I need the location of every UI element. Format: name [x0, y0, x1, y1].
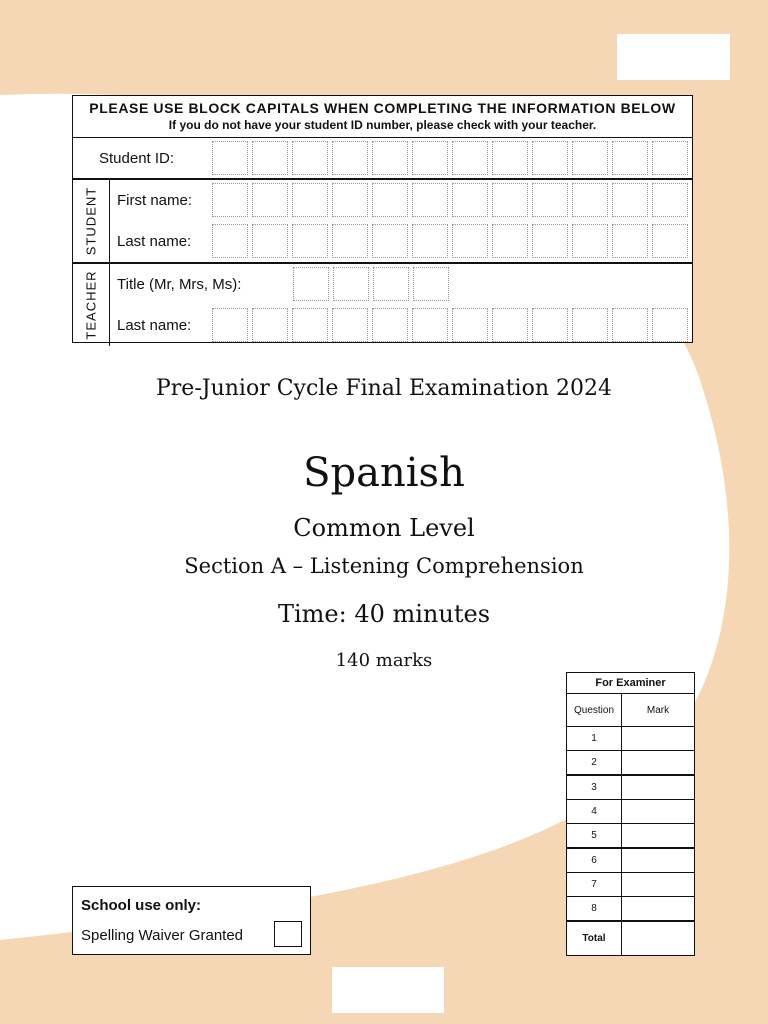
exam-time: Time: 40 minutes: [277, 600, 491, 628]
mark-cell[interactable]: [622, 727, 695, 751]
exam-marks: 140 marks: [335, 650, 433, 671]
student-id-cell[interactable]: [412, 141, 448, 175]
student-last-name-cell[interactable]: [652, 224, 688, 258]
teacher-title-label: Title (Mr, Mrs, Ms):: [117, 276, 242, 293]
first-name-cell[interactable]: [572, 183, 608, 217]
question-number: 6: [567, 848, 622, 873]
teacher-last-name-cell[interactable]: [372, 308, 408, 342]
teacher-title-cell[interactable]: [293, 267, 329, 301]
mark-column-header: Mark: [622, 694, 695, 727]
info-header-instruction: PLEASE USE BLOCK CAPITALS WHEN COMPLETING THE INFORMATION BELOW: [89, 100, 676, 116]
mark-cell[interactable]: [622, 873, 695, 897]
student-last-name-cell[interactable]: [372, 224, 408, 258]
info-header-note: If you do not have your student ID number, please check with your teacher.: [168, 118, 597, 132]
total-mark-cell[interactable]: [622, 921, 695, 956]
student-last-name-cell[interactable]: [572, 224, 608, 258]
teacher-title-cell[interactable]: [373, 267, 409, 301]
teacher-last-name-cells: [212, 308, 692, 342]
teacher-title-cell[interactable]: [333, 267, 369, 301]
teacher-last-name-cell[interactable]: [612, 308, 648, 342]
table-row: [567, 775, 695, 800]
exam-section: Section A – Listening Comprehension: [184, 554, 584, 578]
info-header: [73, 96, 692, 138]
teacher-last-name-cell[interactable]: [412, 308, 448, 342]
student-id-cell[interactable]: [492, 141, 528, 175]
table-row: [567, 800, 695, 824]
teacher-title-cells: [293, 267, 453, 301]
first-name-label: First name:: [117, 192, 193, 209]
student-id-cell[interactable]: [452, 141, 488, 175]
teacher-last-name-cell[interactable]: [652, 308, 688, 342]
student-id-label: Student ID:: [99, 150, 175, 167]
student-last-name-row: [110, 221, 692, 262]
teacher-title-cell[interactable]: [413, 267, 449, 301]
student-id-cell[interactable]: [572, 141, 608, 175]
student-last-name-cell[interactable]: [212, 224, 248, 258]
spelling-waiver-label: Spelling Waiver Granted: [81, 927, 244, 944]
teacher-last-name-cell[interactable]: [252, 308, 288, 342]
subject-title: Spanish: [303, 450, 465, 496]
table-row: [567, 824, 695, 849]
first-name-cell[interactable]: [612, 183, 648, 217]
first-name-cell[interactable]: [252, 183, 288, 217]
total-row: [567, 921, 695, 956]
mark-cell[interactable]: [622, 848, 695, 873]
teacher-last-name-cell[interactable]: [332, 308, 368, 342]
student-last-name-cell[interactable]: [612, 224, 648, 258]
first-name-cell[interactable]: [492, 183, 528, 217]
teacher-last-name-cell[interactable]: [292, 308, 328, 342]
first-name-cell[interactable]: [652, 183, 688, 217]
teacher-section-label: TEACHER: [73, 264, 110, 346]
first-name-cell[interactable]: [212, 183, 248, 217]
table-row: [567, 897, 695, 922]
table-row: [567, 873, 695, 897]
total-label: Total: [567, 921, 622, 956]
teacher-section: [73, 264, 692, 346]
mark-cell[interactable]: [622, 824, 695, 849]
mark-cell[interactable]: [622, 800, 695, 824]
examiner-table-title: For Examiner: [567, 673, 695, 694]
student-last-name-cell[interactable]: [332, 224, 368, 258]
teacher-title-row: [110, 264, 692, 305]
student-id-cell[interactable]: [532, 141, 568, 175]
question-number: 2: [567, 751, 622, 776]
school-use-box: [72, 886, 311, 955]
bottom-blank-label: [332, 967, 444, 1013]
teacher-last-name-cell[interactable]: [572, 308, 608, 342]
teacher-last-name-cell[interactable]: [492, 308, 528, 342]
teacher-last-name-cell[interactable]: [452, 308, 488, 342]
question-number: 5: [567, 824, 622, 849]
student-id-cell[interactable]: [212, 141, 248, 175]
table-row: [567, 848, 695, 873]
first-name-cell[interactable]: [452, 183, 488, 217]
teacher-last-name-row: [110, 305, 692, 346]
student-last-name-cell[interactable]: [492, 224, 528, 258]
exam-name: Pre-Junior Cycle Final Examination 2024: [155, 376, 612, 401]
first-name-cell[interactable]: [332, 183, 368, 217]
teacher-last-name-cell[interactable]: [532, 308, 568, 342]
student-id-cell[interactable]: [292, 141, 328, 175]
first-name-cell[interactable]: [372, 183, 408, 217]
first-name-cell[interactable]: [532, 183, 568, 217]
student-id-cell[interactable]: [332, 141, 368, 175]
student-id-cell[interactable]: [652, 141, 688, 175]
student-section: [73, 180, 692, 264]
mark-cell[interactable]: [622, 897, 695, 922]
examiner-table: [566, 672, 695, 956]
student-last-name-cell[interactable]: [412, 224, 448, 258]
first-name-cells: [212, 183, 692, 217]
exam-level: Common Level: [293, 514, 475, 542]
student-last-name-cell[interactable]: [252, 224, 288, 258]
question-number: 8: [567, 897, 622, 922]
first-name-cell[interactable]: [292, 183, 328, 217]
student-last-name-cell[interactable]: [292, 224, 328, 258]
mark-cell[interactable]: [622, 751, 695, 776]
teacher-last-name-cell[interactable]: [212, 308, 248, 342]
question-column-header: Question: [567, 694, 622, 727]
table-row: [567, 751, 695, 776]
student-last-name-label: Last name:: [117, 233, 192, 250]
question-number: 1: [567, 727, 622, 751]
question-number: 4: [567, 800, 622, 824]
question-number: 3: [567, 775, 622, 800]
student-id-cell[interactable]: [252, 141, 288, 175]
spelling-waiver-checkbox[interactable]: [274, 921, 302, 947]
student-id-cell[interactable]: [612, 141, 648, 175]
student-first-name-row: [110, 180, 692, 221]
student-info-box: [72, 95, 693, 343]
teacher-last-name-label: Last name:: [117, 317, 192, 334]
student-section-label: STUDENT: [73, 180, 110, 262]
student-last-name-cell[interactable]: [452, 224, 488, 258]
student-last-name-cells: [212, 224, 692, 258]
student-id-cell[interactable]: [372, 141, 408, 175]
student-id-cells: [212, 141, 692, 175]
student-last-name-cell[interactable]: [532, 224, 568, 258]
table-row: [567, 727, 695, 751]
student-id-row: [73, 138, 692, 180]
top-blank-label: [617, 34, 730, 80]
question-number: 7: [567, 873, 622, 897]
school-use-title: School use only:: [81, 897, 202, 914]
first-name-cell[interactable]: [412, 183, 448, 217]
mark-cell[interactable]: [622, 775, 695, 800]
